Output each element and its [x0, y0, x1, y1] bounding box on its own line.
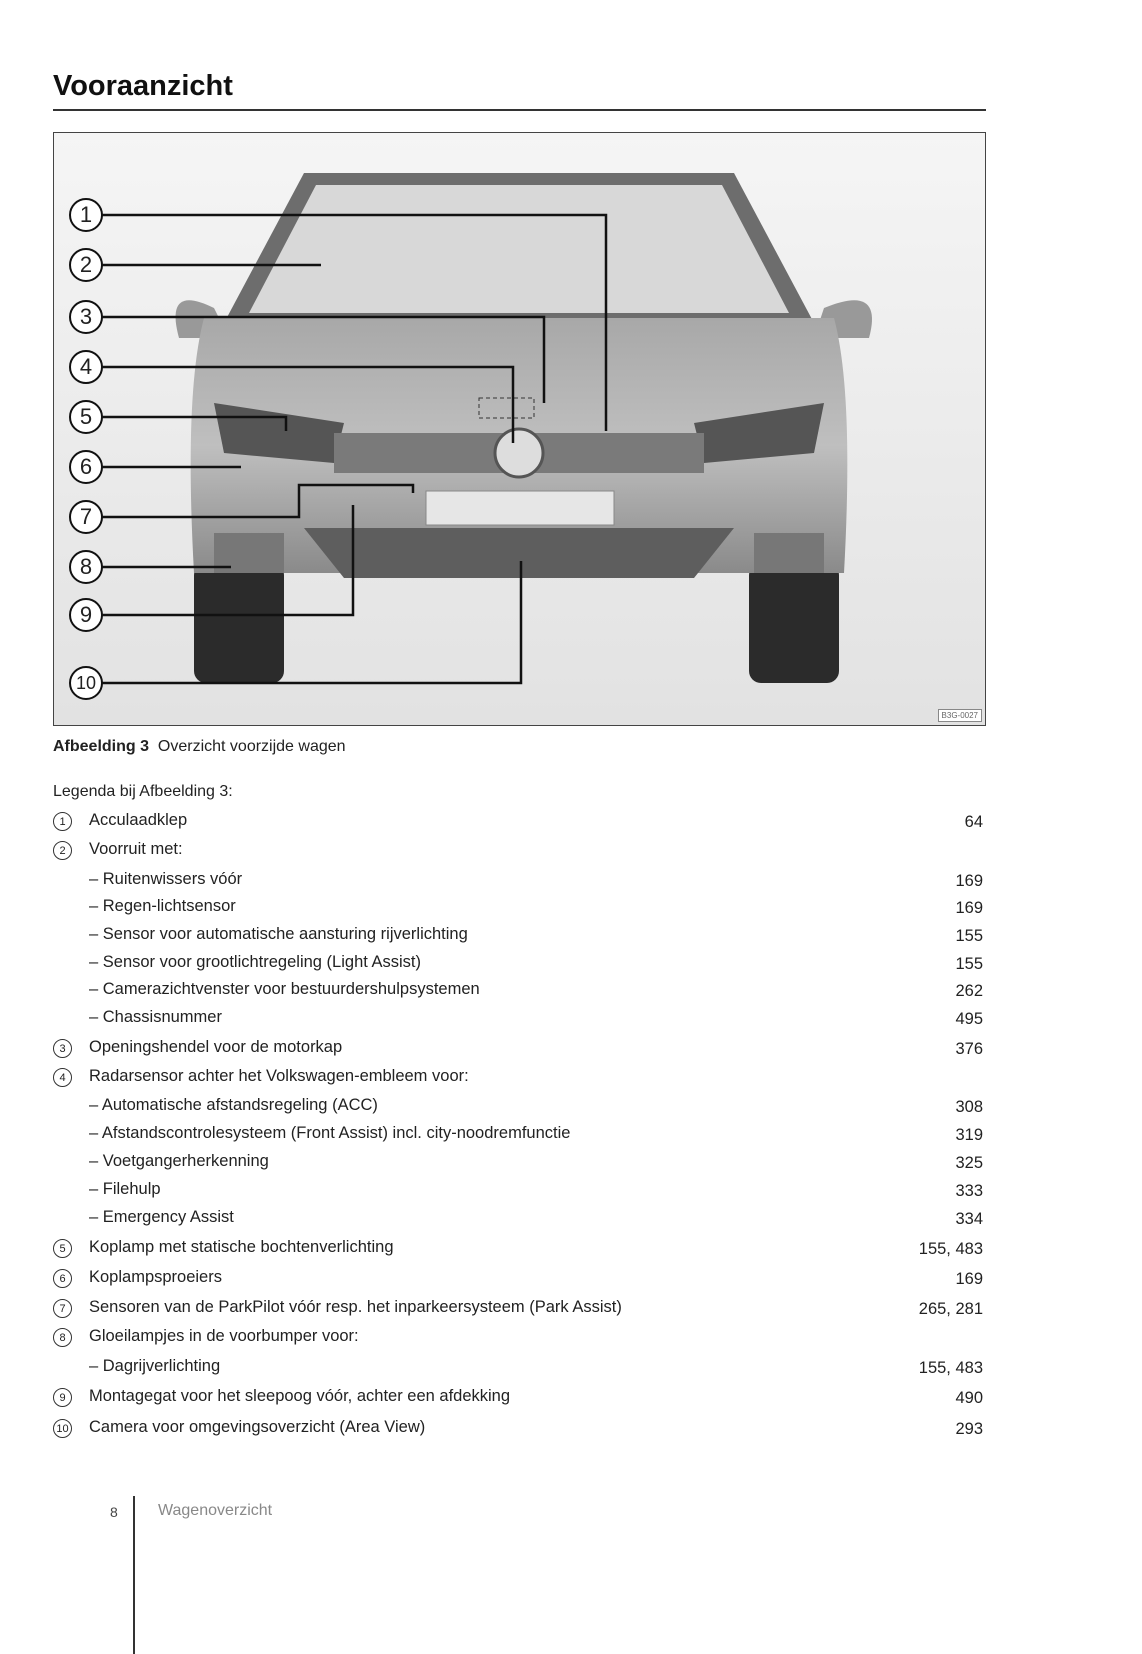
page-reference[interactable]: 325 [955, 1154, 983, 1172]
page-reference[interactable]: 169 [955, 1270, 983, 1288]
page-reference[interactable]: 169 [955, 872, 983, 890]
legend-item [53, 925, 983, 949]
legend-number: 6 [53, 1269, 72, 1288]
page-reference[interactable]: 495 [955, 1010, 983, 1028]
legend-text: Koplampsproeiers [89, 1268, 222, 1286]
legend-item [53, 1180, 983, 1204]
page-reference[interactable]: 334 [955, 1210, 983, 1228]
legend-text: – Chassisnummer [89, 1008, 222, 1026]
legend-item [53, 1387, 983, 1411]
legend-item [53, 980, 983, 1004]
caption-label: Afbeelding 3 [53, 738, 150, 755]
legend-item [53, 870, 983, 894]
right-tire [749, 563, 839, 683]
windshield [249, 185, 789, 313]
page-reference[interactable]: 262 [955, 982, 983, 1000]
car-illustration [54, 133, 985, 725]
legend-number: 5 [53, 1239, 72, 1258]
legend-item [53, 897, 983, 921]
page-reference[interactable]: 169 [955, 899, 983, 917]
callout-10: 10 [69, 666, 103, 700]
legend-text: – Sensor voor grootlichtregeling (Light Assist) [89, 953, 421, 971]
title-rule [53, 109, 986, 111]
callout-9: 9 [69, 598, 103, 632]
callout-6: 6 [69, 450, 103, 484]
page-reference[interactable]: 319 [955, 1126, 983, 1144]
callout-3: 3 [69, 300, 103, 334]
page-reference[interactable]: 376 [955, 1040, 983, 1058]
front-view-figure [53, 132, 986, 726]
legend-text: – Ruitenwissers vóór [89, 870, 243, 888]
legend-item [53, 1096, 983, 1120]
page-reference[interactable]: 64 [964, 813, 983, 831]
legend-text: Openingshendel voor de motorkap [89, 1038, 343, 1056]
lower-grille [304, 528, 734, 578]
left-tire [194, 563, 284, 683]
callout-4: 4 [69, 350, 103, 384]
legend-item [53, 1008, 983, 1032]
legend-text: – Sensor voor automatische aansturing rijverlichting [89, 925, 468, 943]
legend-text: Koplamp met statische bochtenverlichting [89, 1238, 394, 1256]
legend-number: 10 [53, 1419, 72, 1438]
page-reference[interactable]: 155, 483 [918, 1359, 983, 1377]
legend-text: – Afstandscontrolesysteem (Front Assist) incl. city-noodremfunctie [89, 1124, 571, 1142]
legend-item [53, 1152, 983, 1176]
legend-item [53, 1067, 983, 1091]
license-plate [426, 491, 614, 525]
callout-1: 1 [69, 198, 103, 232]
legend-text: Acculaadklep [89, 811, 188, 829]
legend-text: – Camerazichtvenster voor bestuurdershulpsystemen [89, 980, 480, 998]
page-number: 8 [110, 1504, 118, 1520]
page-reference[interactable]: 155 [955, 955, 983, 973]
legend-item [53, 1038, 983, 1062]
legend-item [53, 1298, 983, 1322]
figure-code: B3G-0027 [938, 709, 982, 722]
legend-text: – Emergency Assist [89, 1208, 234, 1226]
legend-number: 1 [53, 812, 72, 831]
page-reference[interactable]: 293 [955, 1420, 983, 1438]
page-reference[interactable]: 155 [955, 927, 983, 945]
legend-text: – Dagrijverlichting [89, 1357, 221, 1375]
legend-number: 9 [53, 1388, 72, 1407]
figure-caption [53, 738, 346, 756]
legend-text: – Automatische afstandsregeling (ACC) [89, 1096, 378, 1114]
callout-2: 2 [69, 248, 103, 282]
legend-number: 4 [53, 1068, 72, 1087]
legend-item [53, 1238, 983, 1262]
legend-text: Sensoren van de ParkPilot vóór resp. het inparkeersysteem (Park Assist) [89, 1298, 622, 1316]
legend-text: Voorruit met: [89, 840, 183, 858]
page-reference[interactable]: 308 [955, 1098, 983, 1116]
legend-item [53, 1268, 983, 1292]
legend-number: 3 [53, 1039, 72, 1058]
caption-text: Overzicht voorzijde wagen [157, 738, 346, 755]
legend-item [53, 1418, 983, 1442]
legend-item [53, 1327, 983, 1351]
legend-item [53, 840, 983, 864]
callout-8: 8 [69, 550, 103, 584]
page-reference[interactable]: 333 [955, 1182, 983, 1200]
section-name: Wagenoverzicht [158, 1502, 273, 1519]
legend-text: – Regen-lichtsensor [89, 897, 236, 915]
callout-7: 7 [69, 500, 103, 534]
legend-item [53, 811, 983, 835]
page-reference[interactable]: 490 [955, 1389, 983, 1407]
legend-text: – Filehulp [89, 1180, 161, 1198]
legend-text: Camera voor omgevingsoverzicht (Area View) [89, 1418, 426, 1436]
vw-emblem [495, 429, 543, 477]
legend-text: Montagegat voor het sleepoog vóór, achter een afdekking [89, 1387, 511, 1405]
legend-item [53, 1124, 983, 1148]
legend-text: Radarsensor achter het Volkswagen-embleem voor: [89, 1067, 469, 1085]
legend-number: 7 [53, 1299, 72, 1318]
legend-number: 8 [53, 1328, 72, 1347]
legend-item [53, 1208, 983, 1232]
page-reference[interactable]: 155, 483 [918, 1240, 983, 1258]
page-reference[interactable]: 265, 281 [918, 1300, 983, 1318]
page-title: Vooraanzicht [53, 70, 233, 102]
legend-item [53, 953, 983, 977]
legend-item [53, 1357, 983, 1381]
legend-number: 2 [53, 841, 72, 860]
legend-title: Legenda bij Afbeelding 3: [53, 783, 233, 800]
callout-5: 5 [69, 400, 103, 434]
legend-text: – Voetgangerherkenning [89, 1152, 269, 1170]
footer-divider [133, 1496, 135, 1654]
legend-text: Gloeilampjes in de voorbumper voor: [89, 1327, 359, 1345]
